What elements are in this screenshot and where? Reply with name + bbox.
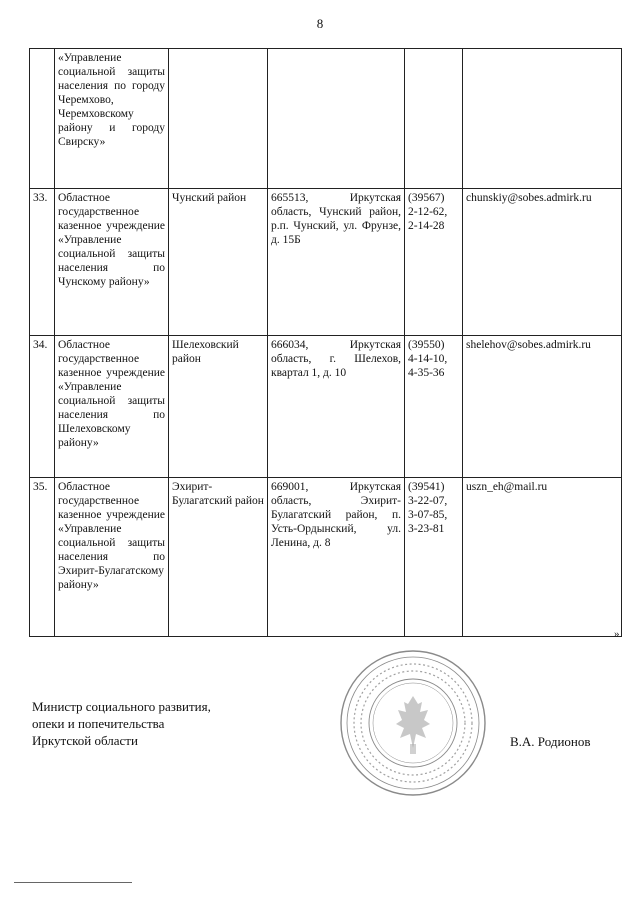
- district-cell: [169, 49, 268, 189]
- address-cell: 666034, Иркутская область, г. Шелехов, квартал 1, д. 10: [268, 336, 405, 478]
- signatory-name: В.А. Родионов: [510, 734, 591, 749]
- phone-cell: (39550) 4-14-10, 4-35-36: [405, 336, 463, 478]
- email-cell: shelehov@sobes.admirk.ru: [463, 336, 622, 478]
- address-cell: [268, 49, 405, 189]
- district-cell: Чунский район: [169, 189, 268, 336]
- minister-title: Министр социального развития, опеки и попечительства Иркутской области: [32, 699, 211, 748]
- table-row: [30, 189, 622, 336]
- address-cell: 669001, Иркутская область, Эхирит-Булагатский район, п. Усть-Ордынский, ул. Ленина, д. 8: [268, 478, 405, 637]
- organization-cell: Областное государственное казенное учреждение «Управление социальной защиты населения по Эхирит-Булагатскому району»: [55, 478, 169, 637]
- email-cell: [463, 49, 622, 189]
- table-row: [30, 478, 622, 637]
- phone-cell: [405, 49, 463, 189]
- phone-cell: (39567) 2-12-62, 2-14-28: [405, 189, 463, 336]
- email-cell: chunskiy@sobes.admirk.ru: [463, 189, 622, 336]
- row-number-cell: [30, 49, 55, 189]
- district-cell: Эхирит-Булагатский район: [169, 478, 268, 637]
- table-row: [30, 336, 622, 478]
- table-row: [30, 49, 622, 189]
- address-cell: 665513, Иркутская область, Чунский район, р.п. Чунский, ул. Фрунзе, д. 15Б: [268, 189, 405, 336]
- phone-cell: (39541) 3-22-07, 3-07-85, 3-23-81: [405, 478, 463, 637]
- organization-cell: Областное государственное казенное учреждение «Управление социальной защиты населения по Шелеховскому району»: [55, 336, 169, 478]
- footer-rule: [14, 882, 132, 883]
- organization-cell: Областное государственное казенное учреждение «Управление социальной защиты населения по Чунскому району»: [55, 189, 169, 336]
- institutions-table: [29, 48, 622, 637]
- district-cell: Шелеховский район: [169, 336, 268, 478]
- row-number-cell: 33.: [30, 189, 55, 336]
- row-number-cell: 35.: [30, 478, 55, 637]
- email-cell: uszn_eh@mail.ru: [463, 478, 622, 637]
- official-seal-stamp: [338, 648, 488, 798]
- page-number: 8: [316, 16, 324, 31]
- closing-quote: »: [614, 628, 620, 640]
- row-number-cell: 34.: [30, 336, 55, 478]
- organization-cell: «Управление социальной защиты населения по городу Черемхово, Черемховскому району и городу Свирску»: [55, 49, 169, 189]
